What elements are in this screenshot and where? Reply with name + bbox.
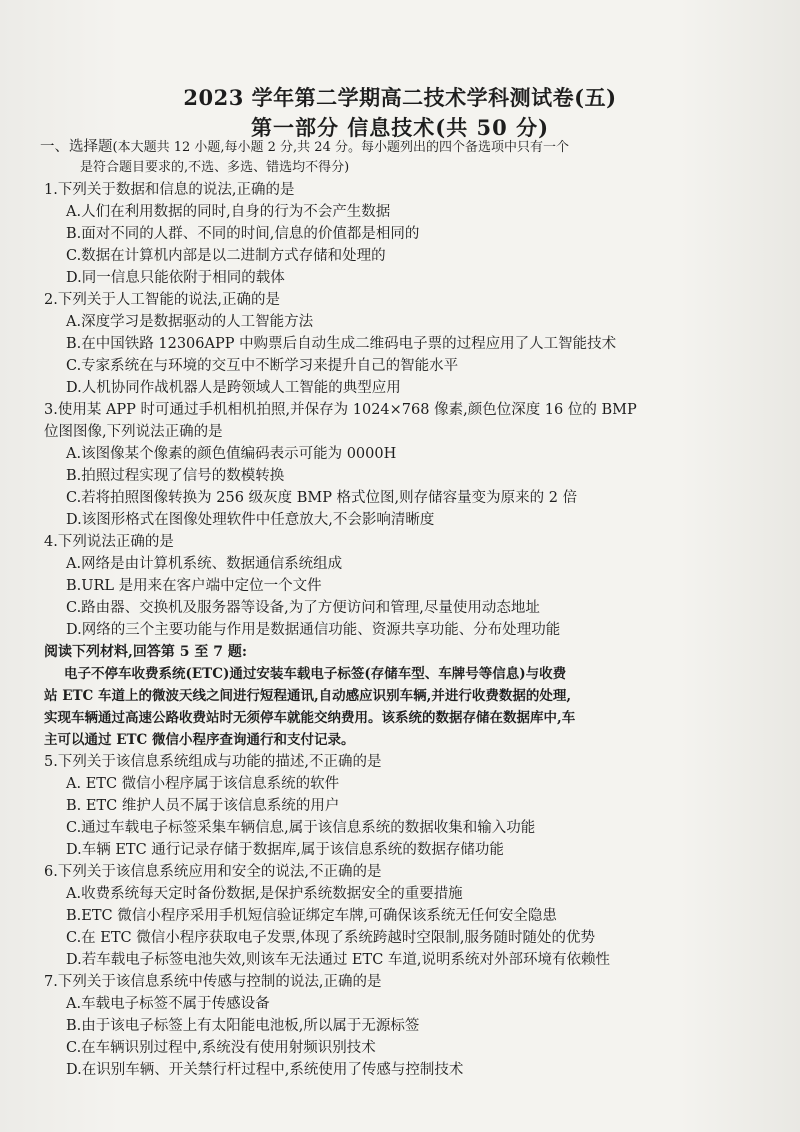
material-line-3: 实现车辆通过高速公路收费站时无须停车就能交纳费用。该系统的数据存储在数据库中,车 <box>44 710 576 726</box>
section-heading: 一、选择题 <box>40 139 113 155</box>
question-1-option-c: C.数据在计算机内部是以二进制方式存储和处理的 <box>66 248 386 264</box>
question-1-stem: 1.下列关于数据和信息的说法,正确的是 <box>44 182 295 198</box>
question-3-stem-cont: 位图图像,下列说法正确的是 <box>44 424 223 440</box>
question-6-stem: 6.下列关于该信息系统应用和安全的说法,不正确的是 <box>44 864 382 880</box>
section-note-2: 是符合题目要求的,不选、多选、错选均不得分) <box>80 160 350 175</box>
question-7-option-c: C.在车辆识别过程中,系统没有使用射频识别技术 <box>66 1040 376 1056</box>
question-4-option-a: A.网络是由计算机系统、数据通信系统组成 <box>66 556 343 572</box>
question-4-option-c: C.路由器、交换机及服务器等设备,为了方便访问和管理,尽量使用动态地址 <box>66 600 540 616</box>
question-3-stem: 3.使用某 APP 时可通过手机相机拍照,并保存为 1024×768 像素,颜色位深度 16 位的 BMP <box>44 402 637 418</box>
question-5-stem: 5.下列关于该信息系统组成与功能的描述,不正确的是 <box>44 754 382 770</box>
question-3-option-b: B.拍照过程实现了信号的数模转换 <box>66 468 285 484</box>
section-heading-line <box>40 136 569 158</box>
question-5-option-a: A. ETC 微信小程序属于该信息系统的软件 <box>66 776 340 792</box>
question-5-option-c: C.通过车载电子标签采集车辆信息,属于该信息系统的数据收集和输入功能 <box>66 820 536 836</box>
material-line-4: 主可以通过 ETC 微信小程序查询通行和支付记录。 <box>44 732 355 748</box>
question-7-option-b: B.由于该电子标签上有太阳能电池板,所以属于无源标签 <box>66 1018 420 1034</box>
question-6-option-a: A.收费系统每天定时备份数据,是保护系统数据安全的重要措施 <box>66 886 463 902</box>
exam-title: 2023 学年第二学期高二技术学科测试卷(五) <box>183 85 617 110</box>
question-6-option-c: C.在 ETC 微信小程序获取电子发票,体现了系统跨越时空限制,服务随时随处的优势 <box>66 930 595 946</box>
question-6-option-d: D.若车载电子标签电池失效,则该车无法通过 ETC 车道,说明系统对外部环境有依赖性 <box>66 952 611 968</box>
question-2-option-c: C.专家系统在与环境的交互中不断学习来提升自己的智能水平 <box>66 358 459 374</box>
question-3-option-c: C.若将拍照图像转换为 256 级灰度 BMP 格式位图,则存储容量变为原来的 2 倍 <box>66 490 578 506</box>
question-7-stem: 7.下列关于该信息系统中传感与控制的说法,正确的是 <box>44 974 382 990</box>
question-2-option-b: B.在中国铁路 12306APP 中购票后自动生成二维码电子票的过程应用了人工智能技术 <box>66 336 617 352</box>
question-5-option-b: B. ETC 维护人员不属于该信息系统的用户 <box>66 798 340 814</box>
question-4-option-b: B.URL 是用来在客户端中定位一个文件 <box>66 578 322 594</box>
question-3-option-d: D.该图形格式在图像处理软件中任意放大,不会影响清晰度 <box>66 512 435 528</box>
question-6-option-b: B.ETC 微信小程序采用手机短信验证绑定车牌,可确保该系统无任何安全隐患 <box>66 908 557 924</box>
question-5-option-d: D.车辆 ETC 通行记录存储于数据库,属于该信息系统的数据存储功能 <box>66 842 504 858</box>
section-note-1: (本大题共 12 小题,每小题 2 分,共 24 分。每小题列出的四个备选项中只有一个 <box>112 140 569 155</box>
exam-subtitle: 第一部分 信息技术(共 50 分) <box>250 115 550 140</box>
question-2-option-a: A.深度学习是数据驱动的人工智能方法 <box>66 314 314 330</box>
question-7-option-a: A.车载电子标签不属于传感设备 <box>66 996 270 1012</box>
material-intro: 阅读下列材料,回答第 5 至 7 题: <box>44 644 248 660</box>
question-1-option-a: A.人们在利用数据的同时,自身的行为不会产生数据 <box>66 204 391 220</box>
question-1-option-b: B.面对不同的人群、不同的时间,信息的价值都是相同的 <box>66 226 420 242</box>
question-2-option-d: D.人机协同作战机器人是跨领域人工智能的典型应用 <box>66 380 401 396</box>
question-4-stem: 4.下列说法正确的是 <box>44 534 174 550</box>
question-3-option-a: A.该图像某个像素的颜色值编码表示可能为 0000H <box>66 446 397 462</box>
question-7-option-d: D.在识别车辆、开关禁行杆过程中,系统使用了传感与控制技术 <box>66 1062 464 1078</box>
question-1-option-d: D.同一信息只能依附于相同的载体 <box>66 270 285 286</box>
material-line-1: 电子不停车收费系统(ETC)通过安装车载电子标签(存储车型、车牌号等信息)与收费 <box>64 666 567 682</box>
question-4-option-d: D.网络的三个主要功能与作用是数据通信功能、资源共享功能、分布处理功能 <box>66 622 561 638</box>
material-line-2: 站 ETC 车道上的微波天线之间进行短程通讯,自动感应识别车辆,并进行收费数据的处理, <box>44 688 572 704</box>
question-2-stem: 2.下列关于人工智能的说法,正确的是 <box>44 292 280 308</box>
